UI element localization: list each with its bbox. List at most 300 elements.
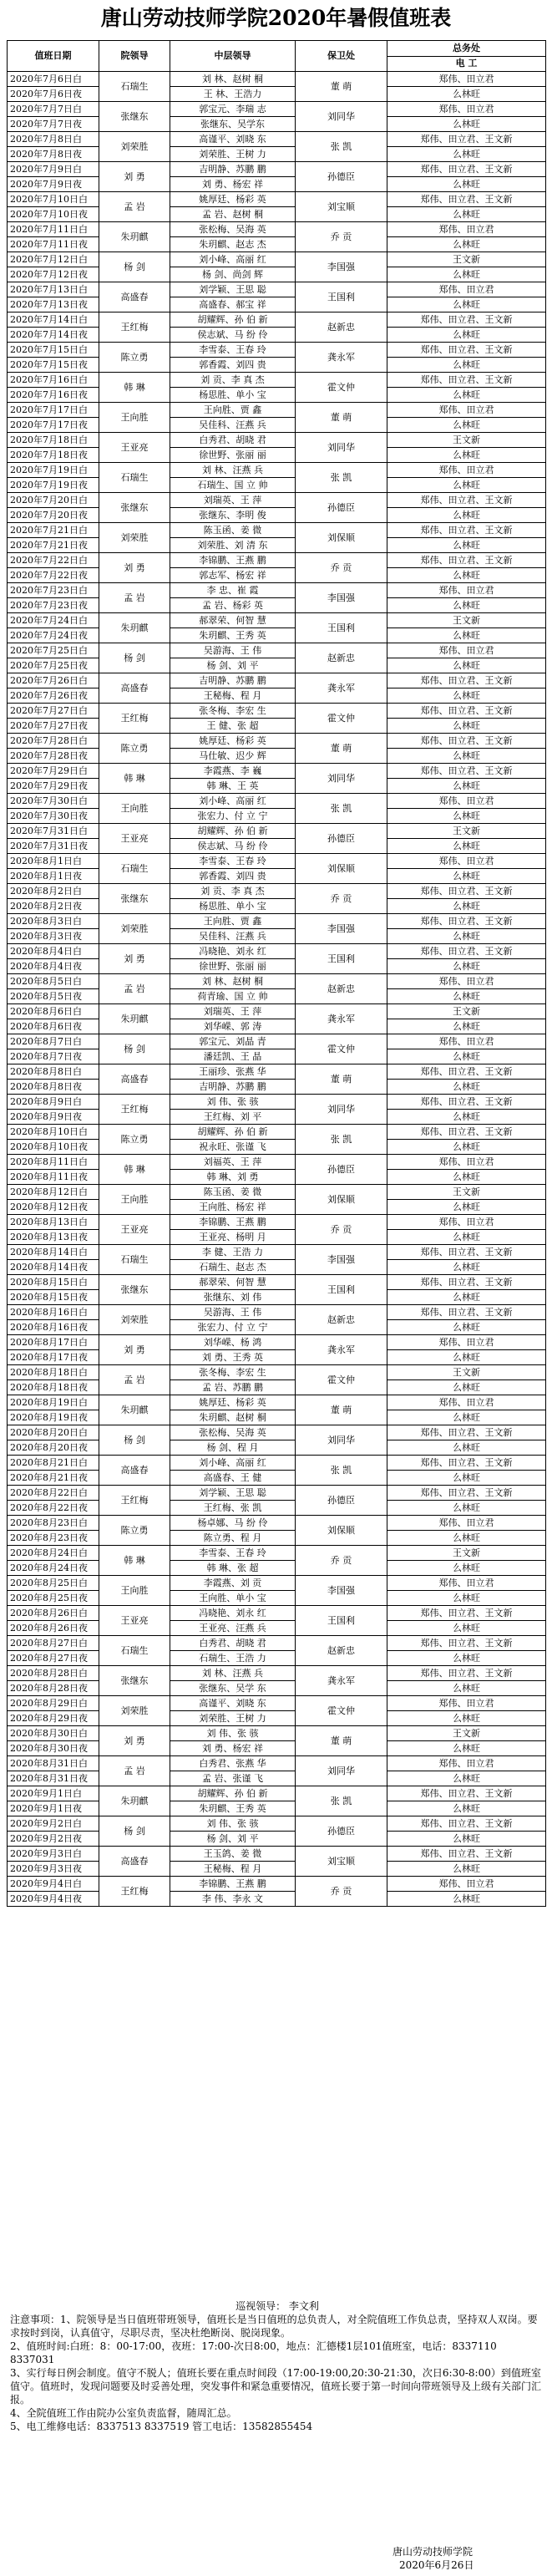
duty-date: 2020年8月21日白 [8,1456,99,1471]
duty-date: 2020年8月24日夜 [8,1561,99,1576]
duty-guard: 孙德臣 [296,1155,387,1185]
duty-mid-leaders: 刘 伟、张 骇 [170,1726,296,1741]
duty-leader: 朱玥麒 [99,1395,170,1425]
duty-electrician: 么林旺 [387,658,546,673]
duty-date: 2020年7月9日白 [8,162,99,177]
duty-date: 2020年8月12日白 [8,1185,99,1200]
duty-mid-leaders: 陈玉函、姜 微 [170,1185,296,1200]
table-row [8,237,546,252]
duty-date: 2020年7月16日夜 [8,388,99,403]
duty-mid-leaders: 杨 剑、程 月 [170,1440,296,1456]
table-row [8,147,546,162]
duty-guard: 董 萌 [296,403,387,433]
duty-date: 2020年7月14日白 [8,312,99,328]
duty-date: 2020年7月6日夜 [8,87,99,102]
table-row [8,252,546,267]
duty-date: 2020年8月26日白 [8,1606,99,1621]
duty-date: 2020年8月21日夜 [8,1471,99,1486]
duty-mid-leaders: 李锦鹏、王燕 鹏 [170,553,296,568]
duty-mid-leaders: 韩 琳、王 英 [170,779,296,794]
duty-guard: 董 萌 [296,72,387,102]
duty-mid-leaders: 张冬梅、李宏 生 [170,704,296,719]
duty-mid-leaders: 张继东、李明 俊 [170,508,296,523]
duty-electrician: 郑伟、田立君 [387,1034,546,1049]
duty-mid-leaders: 孟 岩、赵树 桐 [170,207,296,222]
duty-date: 2020年7月17日白 [8,403,99,418]
duty-electrician: 郑伟、田立君、王文新 [387,162,546,177]
duty-date: 2020年7月19日白 [8,463,99,478]
duty-mid-leaders: 朱玥麒、赵树 桐 [170,1410,296,1425]
duty-date: 2020年8月4日夜 [8,959,99,974]
duty-guard: 张 凯 [296,463,387,493]
duty-date: 2020年8月16日白 [8,1305,99,1320]
duty-mid-leaders: 刘华嵘、郭 涛 [170,1019,296,1034]
duty-electrician: 么林旺 [387,1170,546,1185]
duty-guard: 龚永军 [296,1004,387,1034]
duty-date: 2020年8月18日夜 [8,1380,99,1395]
notes-section [10,2299,544,2433]
duty-guard: 刘宝顺 [296,192,387,222]
duty-electrician: 郑伟、田立君、王文新 [387,1305,546,1320]
duty-electrician: 郑伟、田立君、王文新 [387,914,546,929]
header-guard: 保卫处 [296,41,387,72]
duty-mid-leaders: 王向胜、贾 鑫 [170,403,296,418]
duty-electrician: 么林旺 [387,177,546,192]
duty-schedule-table [7,40,546,1907]
duty-leader: 刘荣胜 [99,1696,170,1726]
table-row [8,734,546,749]
duty-date: 2020年7月31日夜 [8,839,99,854]
duty-guard: 刘保顺 [296,523,387,553]
duty-guard: 赵新忠 [296,312,387,343]
duty-mid-leaders: 刘 勇、杨宏 祥 [170,177,296,192]
duty-leader: 石瑞生 [99,463,170,493]
duty-electrician: 郑伟、田立君、王文新 [387,553,546,568]
duty-electrician: 么林旺 [387,1380,546,1395]
duty-leader: 孟 岩 [99,974,170,1004]
table-row [8,1275,546,1290]
duty-date: 2020年8月31日白 [8,1756,99,1771]
duty-guard: 李国强 [296,1576,387,1606]
duty-date: 2020年8月9日白 [8,1095,99,1110]
duty-date: 2020年8月13日夜 [8,1230,99,1245]
duty-date: 2020年7月8日夜 [8,147,99,162]
duty-mid-leaders: 王秘梅、程 月 [170,1862,296,1877]
duty-mid-leaders: 徐世野、张丽 丽 [170,959,296,974]
duty-electrician: 郑伟、田立君、王文新 [387,1816,546,1832]
duty-leader: 石瑞生 [99,1245,170,1275]
duty-electrician: 郑伟、田立君 [387,1395,546,1410]
duty-electrician: 么林旺 [387,628,546,643]
duty-mid-leaders: 吉明静、苏鹏 鹏 [170,1080,296,1095]
duty-electrician: 么林旺 [387,869,546,884]
table-row [8,959,546,974]
duty-electrician: 么林旺 [387,1892,546,1907]
duty-mid-leaders: 郭香霞、刘四 贵 [170,358,296,373]
duty-date: 2020年9月1日白 [8,1786,99,1801]
duty-electrician: 么林旺 [387,1200,546,1215]
duty-date: 2020年8月10日夜 [8,1140,99,1155]
table-row [8,1019,546,1034]
duty-guard: 王国利 [296,613,387,643]
table-row [8,1350,546,1365]
duty-guard: 孙德臣 [296,824,387,854]
duty-mid-leaders: 刘 伟、张 骇 [170,1816,296,1832]
duty-mid-leaders: 刘 勇、杨宏 祥 [170,1741,296,1756]
duty-electrician: 么林旺 [387,478,546,493]
table-row [8,1080,546,1095]
duty-mid-leaders: 徐世野、张丽 丽 [170,448,296,463]
duty-leader: 王向胜 [99,794,170,824]
note-item: 4、全院值班工作由院办公室负责监督，随周汇总。 [10,2407,237,2419]
duty-date: 2020年8月24日白 [8,1546,99,1561]
duty-guard: 刘同华 [296,1095,387,1125]
table-row [8,1185,546,1200]
table-row [8,809,546,824]
duty-electrician: 么林旺 [387,1230,546,1245]
table-row [8,87,546,102]
duty-guard: 乔 贡 [296,1877,387,1907]
duty-date: 2020年9月2日夜 [8,1832,99,1847]
table-row [8,1064,546,1080]
duty-electrician: 郑伟、田立君 [387,102,546,117]
duty-leader: 韩 琳 [99,373,170,403]
duty-leader: 陈立勇 [99,734,170,764]
duty-electrician: 郑伟、田立君、王文新 [387,1425,546,1440]
duty-date: 2020年8月29日白 [8,1696,99,1711]
duty-electrician: 么林旺 [387,1471,546,1486]
table-row [8,1395,546,1410]
duty-date: 2020年7月6日白 [8,72,99,87]
duty-mid-leaders: 韩 琳、刘 勇 [170,1170,296,1185]
table-row [8,658,546,673]
duty-date: 2020年8月4日白 [8,944,99,959]
table-row [8,1365,546,1380]
duty-electrician: 么林旺 [387,1801,546,1816]
duty-leader: 高盛春 [99,1064,170,1095]
duty-leader: 王亚亮 [99,1606,170,1636]
duty-mid-leaders: 刘 林、赵树 桐 [170,72,296,87]
duty-leader: 高盛春 [99,282,170,312]
table-row [8,704,546,719]
duty-electrician: 郑伟、田立君、王文新 [387,132,546,147]
duty-guard: 刘同华 [296,1425,387,1456]
duty-mid-leaders: 刘 贡、李 真 杰 [170,884,296,899]
duty-guard: 王国利 [296,282,387,312]
duty-mid-leaders: 王向胜、杨宏 祥 [170,1200,296,1215]
table-row [8,824,546,839]
duty-guard: 霍文仲 [296,1365,387,1395]
table-row [8,553,546,568]
duty-mid-leaders: 刘瑞英、王 萍 [170,493,296,508]
table-row [8,1892,546,1907]
duty-mid-leaders: 吴游海、王 伟 [170,643,296,658]
duty-date: 2020年7月7日白 [8,102,99,117]
table-row [8,1786,546,1801]
duty-electrician: 郑伟、田立君 [387,794,546,809]
duty-mid-leaders: 杨 剑、刘 平 [170,658,296,673]
table-row [8,1095,546,1110]
duty-electrician: 郑伟、田立君、王文新 [387,704,546,719]
duty-electrician: 王文新 [387,252,546,267]
table-row [8,944,546,959]
table-row [8,358,546,373]
duty-mid-leaders: 高盛春、王 健 [170,1471,296,1486]
duty-date: 2020年8月31日夜 [8,1771,99,1786]
note-item: 注意事项：1、院领导是当日值班带班领导，值班长是当日值班的总负责人，对全院值班工作负总责，坚持双人双岗。要求按时到岗，认真值守，尽职尽责，坚决杜绝断岗、脱岗现象。 [10,2314,538,2339]
duty-guard: 王国利 [296,1606,387,1636]
duty-date: 2020年7月20日白 [8,493,99,508]
duty-leader: 王红梅 [99,312,170,343]
duty-electrician: 么林旺 [387,1862,546,1877]
duty-guard: 李国强 [296,583,387,613]
duty-mid-leaders: 刘学颖、王思 聪 [170,1486,296,1501]
duty-electrician: 郑伟、田立君 [387,463,546,478]
table-row [8,779,546,794]
table-row [8,102,546,117]
duty-electrician: 么林旺 [387,207,546,222]
duty-date: 2020年7月30日夜 [8,809,99,824]
header-logistics: 总务处 [387,41,546,57]
duty-date: 2020年8月1日夜 [8,869,99,884]
table-row [8,1832,546,1847]
duty-mid-leaders: 刘小峰、高丽 红 [170,1456,296,1471]
duty-mid-leaders: 荷青瑜、国 立 帅 [170,989,296,1004]
duty-mid-leaders: 刘荣胜、王树 力 [170,1711,296,1726]
duty-electrician: 么林旺 [387,1140,546,1155]
table-row [8,1516,546,1531]
duty-leader: 杨 剑 [99,1425,170,1456]
duty-mid-leaders: 杨思胜、单小 宝 [170,388,296,403]
table-row [8,1215,546,1230]
duty-electrician: 么林旺 [387,267,546,282]
duty-electrician: 么林旺 [387,1501,546,1516]
duty-mid-leaders: 白秀君、张燕 华 [170,1756,296,1771]
table-row [8,929,546,944]
duty-electrician: 么林旺 [387,719,546,734]
duty-date: 2020年7月15日夜 [8,358,99,373]
duty-electrician: 么林旺 [387,929,546,944]
duty-electrician: 郑伟、田立君 [387,643,546,658]
duty-date: 2020年7月25日白 [8,643,99,658]
duty-electrician: 么林旺 [387,1290,546,1305]
duty-mid-leaders: 李 忠、崔 霞 [170,583,296,598]
duty-date: 2020年7月18日夜 [8,448,99,463]
duty-mid-leaders: 郭宝元、李瑞 志 [170,102,296,117]
duty-leader: 刘 勇 [99,162,170,192]
duty-date: 2020年7月21日白 [8,523,99,538]
duty-mid-leaders: 王红梅、张 凯 [170,1501,296,1516]
duty-date: 2020年8月1日白 [8,854,99,869]
duty-mid-leaders: 吉明静、苏鹏 鹏 [170,162,296,177]
duty-date: 2020年8月28日白 [8,1666,99,1681]
duty-guard: 乔 贡 [296,553,387,583]
table-row [8,1681,546,1696]
duty-electrician: 么林旺 [387,297,546,312]
duty-electrician: 郑伟、田立君 [387,72,546,87]
duty-leader: 王向胜 [99,403,170,433]
duty-date: 2020年7月20日夜 [8,508,99,523]
duty-date: 2020年7月7日夜 [8,117,99,132]
duty-date: 2020年8月20日夜 [8,1440,99,1456]
duty-date: 2020年9月1日夜 [8,1801,99,1816]
duty-leader: 王红梅 [99,1486,170,1516]
duty-electrician: 郑伟、田立君、王文新 [387,673,546,688]
duty-date: 2020年7月24日白 [8,613,99,628]
duty-electrician: 么林旺 [387,1410,546,1425]
duty-mid-leaders: 朱玥麒、赵志 杰 [170,237,296,252]
duty-leader: 王向胜 [99,1576,170,1606]
duty-electrician: 么林旺 [387,1320,546,1335]
duty-leader: 杨 剑 [99,1034,170,1064]
duty-mid-leaders: 韩 琳、张 超 [170,1561,296,1576]
duty-date: 2020年7月13日白 [8,282,99,297]
duty-mid-leaders: 祝永旺、张谨 飞 [170,1140,296,1155]
duty-electrician: 郑伟、田立君、王文新 [387,1636,546,1651]
duty-electrician: 么林旺 [387,1080,546,1095]
table-row [8,478,546,493]
duty-electrician: 郑伟、田立君 [387,974,546,989]
table-row [8,312,546,328]
table-row [8,1305,546,1320]
duty-mid-leaders: 张松梅、吴海 英 [170,1425,296,1440]
duty-leader: 张继东 [99,1666,170,1696]
duty-electrician: 郑伟、田立君 [387,1696,546,1711]
duty-date: 2020年7月31日白 [8,824,99,839]
duty-date: 2020年7月27日白 [8,704,99,719]
duty-date: 2020年8月2日夜 [8,899,99,914]
duty-electrician: 么林旺 [387,448,546,463]
duty-date: 2020年7月29日夜 [8,779,99,794]
table-row [8,132,546,147]
table-row [8,1771,546,1786]
duty-date: 2020年7月13日夜 [8,297,99,312]
duty-electrician: 王文新 [387,433,546,448]
duty-electrician: 郑伟、田立君、王文新 [387,734,546,749]
duty-leader: 王亚亮 [99,824,170,854]
duty-electrician: 郑伟、田立君 [387,1155,546,1170]
header-electrician: 电 工 [387,56,546,72]
duty-electrician: 么林旺 [387,87,546,102]
duty-mid-leaders: 张宏力、付 立 宁 [170,1320,296,1335]
duty-mid-leaders: 张松梅、吴海 英 [170,222,296,237]
duty-leader: 石瑞生 [99,854,170,884]
table-row [8,1170,546,1185]
duty-guard: 乔 贡 [296,222,387,252]
duty-guard: 刘同华 [296,764,387,794]
table-row [8,613,546,628]
table-row [8,1651,546,1666]
duty-guard: 刘保顺 [296,1516,387,1546]
duty-date: 2020年8月28日夜 [8,1681,99,1696]
table-row [8,1140,546,1155]
table-row [8,1290,546,1305]
duty-leader: 张继东 [99,1275,170,1305]
duty-guard: 赵新忠 [296,1305,387,1335]
duty-mid-leaders: 杨思胜、单小 宝 [170,899,296,914]
duty-guard: 董 萌 [296,1064,387,1095]
table-row [8,1245,546,1260]
duty-leader: 朱玥麒 [99,1786,170,1816]
duty-date: 2020年8月7日白 [8,1034,99,1049]
duty-mid-leaders: 孟 岩、苏鹏 鹏 [170,1380,296,1395]
duty-mid-leaders: 王向胜、单小 宝 [170,1591,296,1606]
table-row [8,899,546,914]
duty-electrician: 么林旺 [387,147,546,162]
table-row [8,1561,546,1576]
duty-electrician: 郑伟、田立君 [387,583,546,598]
duty-leader: 刘荣胜 [99,132,170,162]
duty-electrician: 郑伟、田立君、王文新 [387,1275,546,1290]
duty-electrician: 么林旺 [387,1440,546,1456]
duty-date: 2020年7月26日夜 [8,688,99,704]
duty-guard: 乔 贡 [296,1215,387,1245]
table-row [8,1230,546,1245]
duty-leader: 朱玥麒 [99,613,170,643]
table-row [8,1531,546,1546]
duty-mid-leaders: 郭宝元、刘晶 青 [170,1034,296,1049]
duty-mid-leaders: 侯志斌、马 纷 伶 [170,839,296,854]
duty-mid-leaders: 刘小峰、高丽 红 [170,794,296,809]
duty-date: 2020年7月11日白 [8,222,99,237]
duty-mid-leaders: 朱玥麒、王秀 英 [170,1801,296,1816]
table-row [8,1606,546,1621]
table-row [8,1335,546,1350]
duty-electrician: 么林旺 [387,1019,546,1034]
duty-mid-leaders: 孟 岩、杨彩 英 [170,598,296,613]
duty-mid-leaders: 陈立勇、程 月 [170,1531,296,1546]
duty-guard: 龚永军 [296,1666,387,1696]
duty-electrician: 王文新 [387,1004,546,1019]
table-row [8,854,546,869]
duty-mid-leaders: 杨 剑、刘 平 [170,1832,296,1847]
table-row [8,1456,546,1471]
duty-date: 2020年8月14日夜 [8,1260,99,1275]
duty-date: 2020年8月11日白 [8,1155,99,1170]
table-row [8,1034,546,1049]
duty-leader: 张继东 [99,884,170,914]
duty-electrician: 么林旺 [387,1681,546,1696]
duty-mid-leaders: 姚厚廷、杨彩 英 [170,734,296,749]
duty-date: 2020年8月29日夜 [8,1711,99,1726]
duty-electrician: 郑伟、田立君、王文新 [387,1847,546,1862]
duty-date: 2020年8月30日夜 [8,1741,99,1756]
duty-mid-leaders: 郭香霞、刘四 贵 [170,869,296,884]
table-row [8,628,546,643]
duty-electrician: 郑伟、田立君 [387,854,546,869]
duty-electrician: 郑伟、田立君、王文新 [387,373,546,388]
duty-mid-leaders: 王亚亮、杨明 月 [170,1230,296,1245]
table-row [8,1425,546,1440]
table-row [8,297,546,312]
duty-date: 2020年7月27日夜 [8,719,99,734]
table-row [8,1110,546,1125]
duty-leader: 陈立勇 [99,343,170,373]
duty-date: 2020年7月10日夜 [8,207,99,222]
table-row [8,1320,546,1335]
table-row [8,162,546,177]
duty-date: 2020年8月3日夜 [8,929,99,944]
duty-guard: 赵新忠 [296,974,387,1004]
duty-leader: 刘荣胜 [99,914,170,944]
table-row [8,493,546,508]
duty-date: 2020年7月30日白 [8,794,99,809]
duty-mid-leaders: 白秀君、胡晓 君 [170,433,296,448]
duty-date: 2020年8月8日白 [8,1064,99,1080]
duty-leader: 朱玥麒 [99,1004,170,1034]
duty-guard: 刘同华 [296,102,387,132]
duty-electrician: 郑伟、田立君、王文新 [387,493,546,508]
